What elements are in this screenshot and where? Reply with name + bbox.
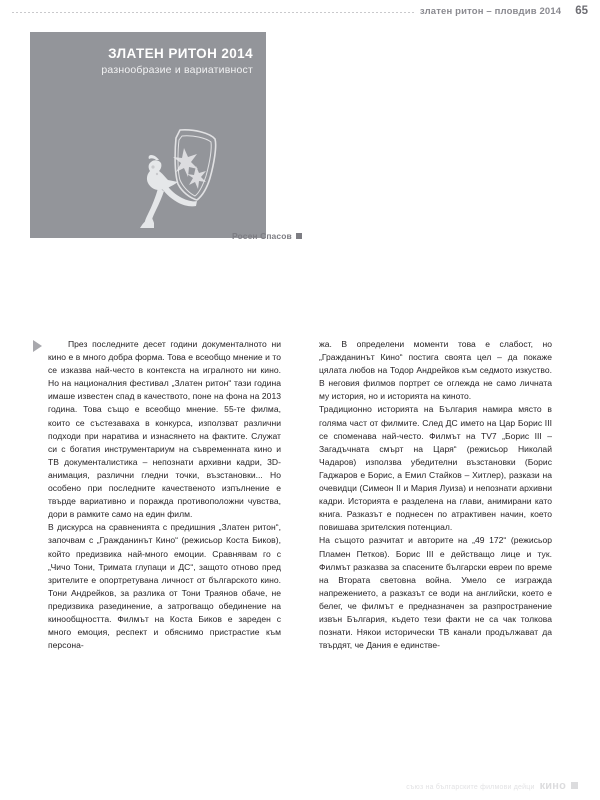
paragraph: През последните десет години документалното ни кино е в много добра форма. Това е всеобщо мнение и то се изказва най-често в контекста на игралното ни кино. Но на националния фестивал „Златен ритон“ тази година имаше известен спад в качеството, поне на фона на 2013 година. Това също е всеобщо мнение. 55-те филма, които се състезаваха в конкурса, използват различни подходи при наратива и изнасянето на фактите. Служат си с богатия инструментариум на съвременната кино и ТВ документалистика – непознати архивни кадри, 3D-анимация, различни гледни точки, възстановки... Но особено при последните качественото изпълнение е твърде вариативно и поражда противоположни чувства, дори в рамките само на един филм. <box>48 339 281 520</box>
hero-panel <box>30 32 266 238</box>
byline <box>232 231 302 241</box>
paragraph: В дискурса на сравненията с предишния „Златен ритон“, започвам с „Гражданинът Кино“ (режисьор Коста Биков), който предизвика най-много емоции. Сравнявам го с „Чичо Тони, Тримата глупаци и ДС“, защото отново пред зрителите е опортретувана личност от българското кино. Тони Андрейков, за разлика от Тони Траянов обаче, не предизвика разединение, а затрогващо обединение на кинообщността. Филмът на Коста Биков е зареден с много емоция, респект и обяснимо пристрастие към персона- <box>48 522 281 651</box>
triangle-right-icon <box>33 340 42 352</box>
footer-organization: съюз на българските филмови дейци <box>406 784 535 791</box>
running-head <box>0 0 600 22</box>
page-footer <box>0 780 600 792</box>
page-number: 65 <box>575 5 588 17</box>
paragraph: Традиционно историята на България намира място в голяма част от филмите. След ДС името на Цар Борис III се споменава най-често. Филмът на TV7 „Борис III – Загадъчната смърт на Царя“ (режисьор Николай Чадаров) използва убедителни възстановки (Борис Гаджаров е Борис, а Емил Стайков – Хитлер), разкази на очевидци (Симеон II и Мария Луиза) и непознати архивни кадри. Историята е разделена на глави, анимирани като книга. Разказът е поднесен по атрактивен начин, което повишава зрителския потенциал. <box>319 404 552 533</box>
paragraph: На същото разчитат и авторите на „49 172“ (режисьор Пламен Петков). Борис III е действащо лице и тук. Филмът разказва за спасените български евреи по време на Втората световна война. Умело се изгражда напрежението, а разказът се води на английски, което е белег, че филмът е предназначен за разпространение извън България, където тези факти не са чак толкова познати. Някои исторически ТВ канали продължават да твърдят, че Дания е единстве- <box>319 535 552 651</box>
hero-subtitle: разнообразие и вариативност <box>101 64 253 76</box>
running-head-dotted-rule <box>12 12 414 13</box>
paragraph: жа. В определени моменти това е слабост, но „Гражданинът Кино“ постига своята цел – да покаже цялата любов на Тодор Андрейков към седмото изкуство. В неговия филмов портрет се оглежда не само личната му история, но и историята на киното. <box>319 339 552 402</box>
rhyton-artifact-icon <box>118 124 230 236</box>
article-column-left <box>48 338 281 652</box>
square-mark-icon <box>296 233 302 239</box>
square-mark-icon <box>571 782 578 789</box>
byline-author: Росен Спасов <box>232 231 292 241</box>
footer-brand: кино <box>539 780 566 792</box>
article-column-right <box>319 338 552 652</box>
hero-title: ЗЛАТЕН РИТОН 2014 <box>108 46 253 61</box>
article-body <box>0 338 600 758</box>
running-head-title: златен ритон – пловдив 2014 <box>419 5 562 17</box>
